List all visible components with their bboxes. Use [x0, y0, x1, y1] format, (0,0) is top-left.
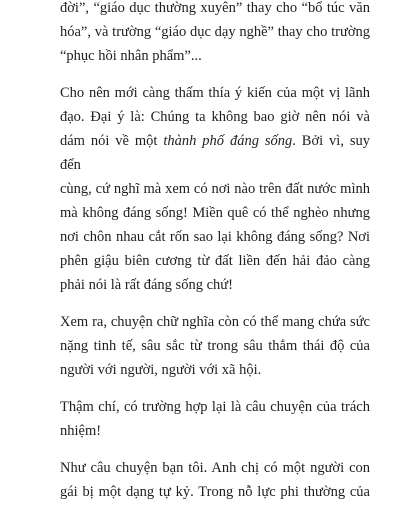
- text-line: đạo. Đại ý là: Chúng ta không bao giờ nên nói và: [60, 109, 370, 125]
- paragraph-5: [60, 456, 370, 504]
- text-line: người với người, người với xã hội.: [60, 362, 262, 378]
- text-line: Cho nên mới càng thấm thía ý kiến của một vị lãnh: [60, 85, 370, 101]
- text-line: nơi chôn nhau cắt rốn sao lại không đáng sống? Nơi: [60, 229, 370, 245]
- emphasis-text: thành phố đáng sống: [163, 133, 293, 149]
- text-line: Thậm chí, có trường hợp lại là câu chuyện của trách: [60, 399, 370, 415]
- text-line: cùng, cứ nghĩ mà xem có nơi nào trên đất nước mình: [60, 181, 370, 197]
- paragraph-1: [60, 0, 370, 68]
- text-segment: . Bởi vì, suy đến: [60, 133, 370, 173]
- paragraph-4: [60, 395, 370, 443]
- text-line: đời”, “giáo dục thường xuyên” thay cho “bổ túc văn: [60, 0, 370, 16]
- text-line: Như câu chuyện bạn tôi. Anh chị có một người con: [60, 460, 370, 476]
- text-line: Xem ra, chuyện chữ nghĩa còn có thể mang chứa sức: [60, 314, 370, 330]
- text-segment: dám nói về một: [60, 133, 164, 149]
- text-line: mà không đáng sống! Miền quê có thể nghèo nhưng: [60, 205, 370, 221]
- text-line: nhiệm!: [60, 423, 102, 439]
- text-line: nặng tinh tế, sâu sắc từ trong sâu thẳm thái độ của: [60, 338, 370, 354]
- paragraph-2: [60, 81, 370, 297]
- text-line: hóa”, và trường “giáo dục dạy nghề” thay cho trường: [60, 24, 370, 40]
- text-line-with-emphasis: [60, 129, 370, 177]
- text-line: gái bị một dạng tự kỷ. Trong nỗ lực phi thường của: [60, 484, 370, 500]
- text-line: “phục hồi nhân phẩm”...: [60, 48, 202, 64]
- book-page: [60, 0, 370, 517]
- paragraph-3: [60, 310, 370, 382]
- text-line: phải nói là rất đáng sống chứ!: [60, 277, 233, 293]
- text-line: phên giậu biên cương từ đất liền đến hải đảo càng: [60, 253, 370, 269]
